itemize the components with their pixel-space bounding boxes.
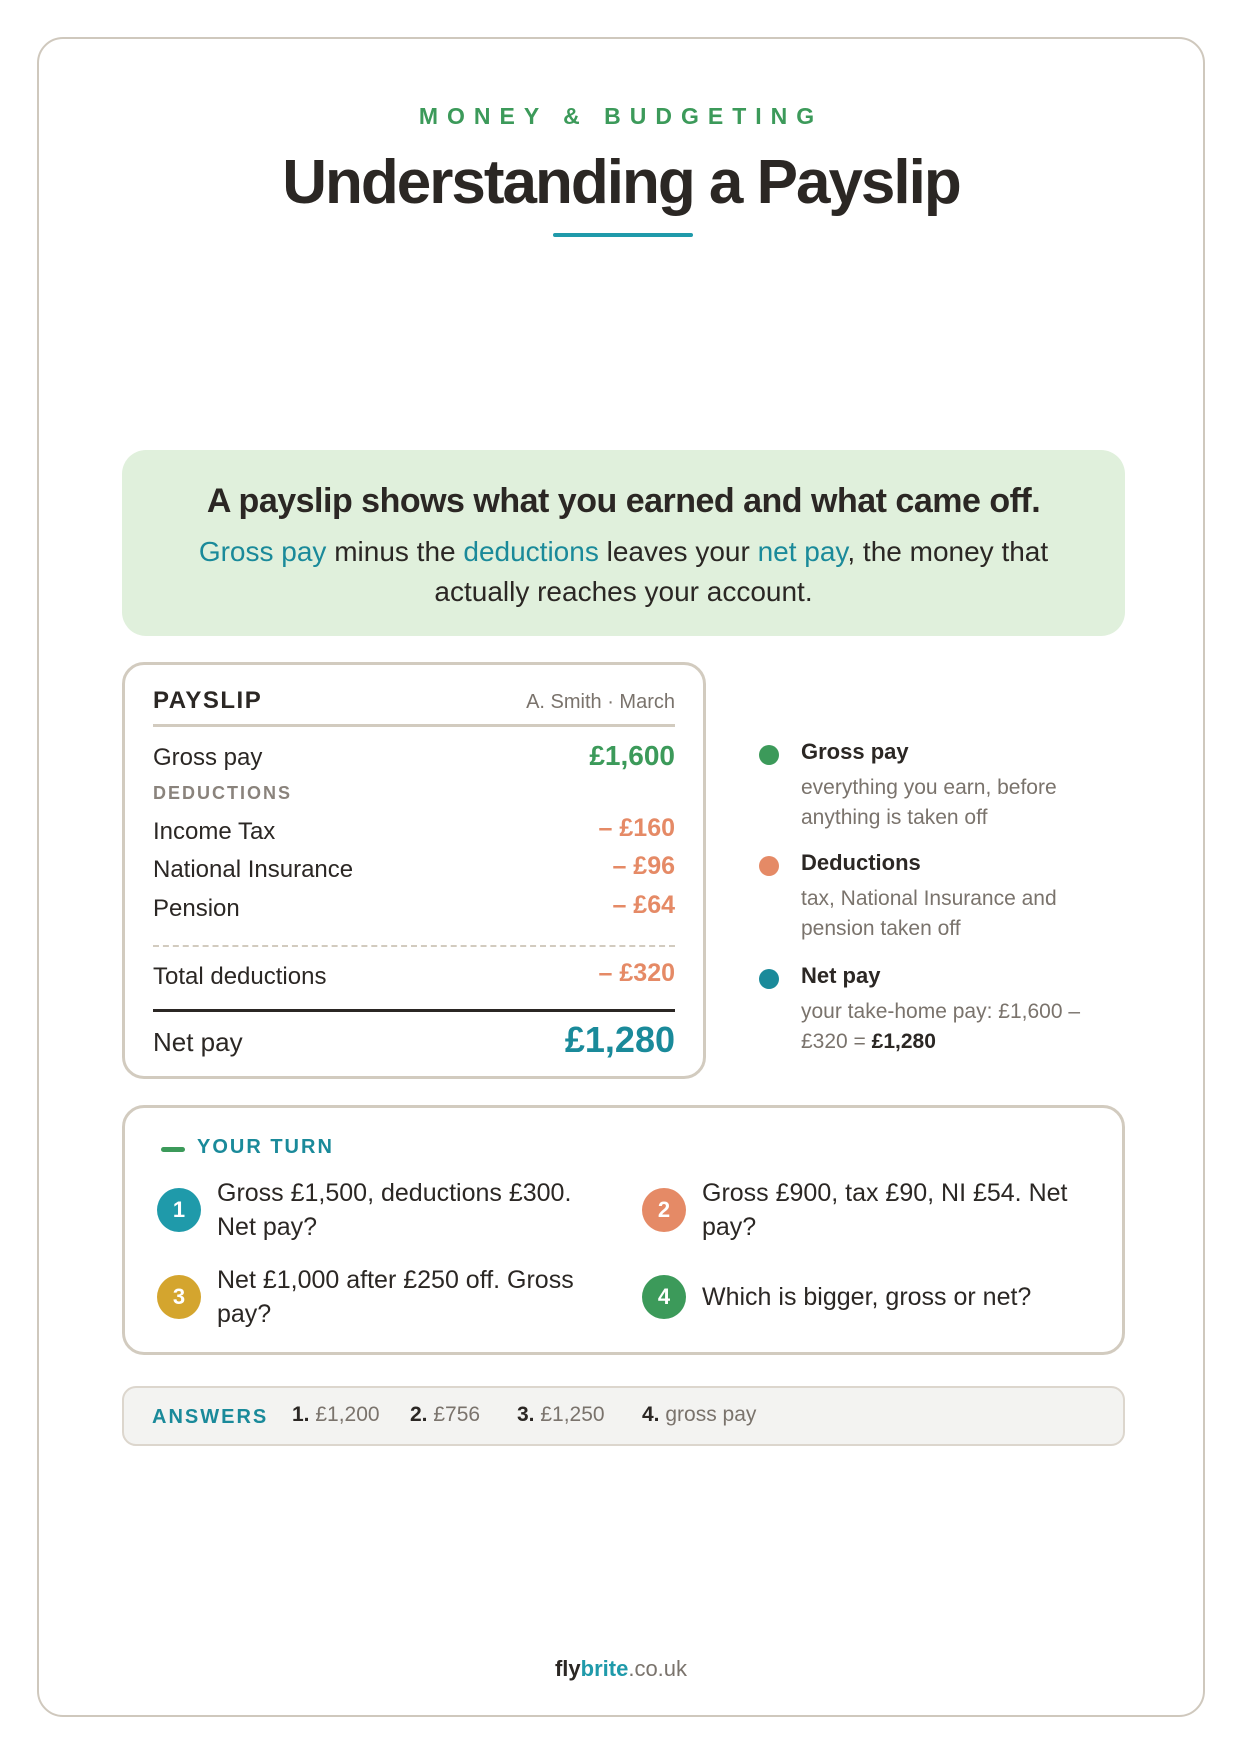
question-text: Gross £900, tax £90, NI £54. Net pay? [702,1179,1068,1241]
deduction-value: – £96 [612,852,675,880]
answer-item [410,1403,480,1427]
answer-num: 4. [642,1403,660,1426]
net-pay-value: £1,280 [564,1019,675,1060]
total-deductions-value: – £320 [598,959,675,987]
intro-headline: A payslip shows what you earned and what came off. [206,482,1041,520]
legend-title: Net pay [801,963,881,988]
question-text: Gross £1,500, deductions £300. Net pay? [217,1179,572,1241]
answer-item [517,1403,605,1427]
intro-text: minus the [326,536,464,567]
answer-item [292,1403,380,1427]
net-pay-label: Net pay [153,1027,243,1057]
answers-heading: ANSWERS [152,1406,269,1428]
number-badge: 4 [642,1275,686,1319]
total-deductions-label: Total deductions [153,963,327,990]
deduction-value: – £64 [612,891,675,919]
net-pay-row [153,1019,675,1063]
payslip-meta: A. Smith · March [526,691,675,713]
gross-pay-label: Gross pay [153,744,263,771]
eyebrow-label: MONEY & BUDGETING [418,103,824,129]
answer-num: 3. [517,1403,535,1426]
intro-text: , the money that actually reaches your account. [434,536,1049,607]
footer-brand [39,1656,1203,1682]
answer-value: £1,250 [540,1403,605,1426]
brand-domain: .co.uk [628,1656,688,1681]
keyword-deductions: deductions [463,536,599,567]
your-turn-panel [122,1105,1125,1355]
green-dot-icon [759,745,779,765]
legend-desc-text: your take-home pay: £1,600 – £320 = [801,1000,1081,1053]
intro-panel [122,450,1125,636]
teal-dot-icon [759,969,779,989]
deduction-label: Pension [153,895,240,922]
gross-pay-value: £1,600 [589,740,675,771]
legend-desc [801,997,1131,1057]
intro-text: leaves your [598,536,758,567]
answer-num: 2. [410,1403,428,1426]
deduction-value: – £160 [598,814,675,842]
total-deductions-row [153,959,675,993]
payslip-header [153,687,675,719]
page-title: Understanding a Payslip [282,148,960,217]
legend-desc-bold: £1,280 [871,1030,936,1053]
deduction-row [153,852,675,886]
number-badge: 3 [157,1275,201,1319]
legend-title: Gross pay [801,739,909,764]
keyword-net-pay: net pay [757,536,848,567]
intro-body [172,532,1075,612]
brand-brite: brite [580,1656,629,1681]
gross-pay-row [153,740,675,774]
answer-num: 1. [292,1403,310,1426]
payslip-divider [153,724,675,727]
question-text: Which is bigger, gross or net? [702,1283,1032,1311]
payslip-card [122,662,706,1079]
deductions-heading: DEDUCTIONS [153,783,293,803]
accent-dash [161,1147,185,1152]
your-turn-heading: YOUR TURN [197,1136,334,1158]
deduction-label: National Insurance [153,856,354,883]
answer-value: £756 [433,1403,481,1426]
worksheet-page [37,37,1205,1717]
legend-desc: tax, National Insurance and pension taken off [801,887,1057,940]
deduction-row [153,814,675,848]
payslip-title: PAYSLIP [153,687,263,714]
answers-bar [122,1386,1125,1446]
question-text: Net £1,000 after £250 off. Gross pay? [217,1266,574,1328]
title-underline [553,233,693,237]
number-badge: 1 [157,1188,201,1232]
deduction-label: Income Tax [153,818,276,845]
net-divider [153,1009,675,1012]
dashed-divider [153,945,675,947]
answer-value: £1,200 [315,1403,380,1426]
deduction-row [153,891,675,925]
legend-desc: everything you earn, before anything is taken off [801,776,1057,829]
legend-title: Deductions [801,850,921,875]
keyword-gross-pay: Gross pay [198,536,327,567]
answer-item [642,1403,756,1427]
brand-fly: fly [554,1656,581,1681]
number-badge: 2 [642,1188,686,1232]
answer-value: gross pay [665,1403,757,1426]
orange-dot-icon [759,856,779,876]
